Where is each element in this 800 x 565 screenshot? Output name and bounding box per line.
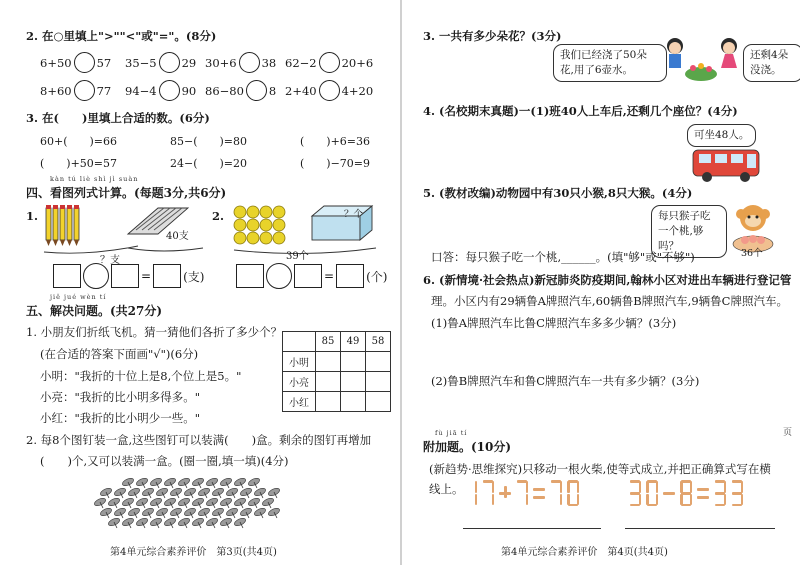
page-footer: 第4单元综合素养评价 第4页(共4页): [501, 547, 668, 558]
flowers-icon: [685, 63, 717, 81]
thumbtack-icon: [191, 497, 204, 508]
thumbtack-icon: [121, 477, 134, 488]
compare-item: [40, 80, 111, 101]
thumbtack-icon: [155, 487, 168, 498]
compare-right: 77: [96, 83, 112, 98]
answer-cell[interactable]: [366, 352, 391, 372]
answer-box[interactable]: [153, 264, 181, 288]
fill-3: ( )+6=36: [300, 135, 371, 148]
matchstick[interactable]: [680, 494, 683, 505]
thumbtack-icon: [93, 497, 106, 508]
fill-6: ( )−70=9: [300, 157, 371, 170]
fill-5: 24−( )=20: [170, 157, 248, 170]
compare-left: 62−2: [285, 55, 317, 70]
answer-cell[interactable]: [341, 372, 366, 392]
table-header: 49: [341, 332, 366, 352]
compare-left: 30+6: [205, 55, 237, 70]
thumbtack-icon: [149, 517, 162, 528]
compare-item: [205, 80, 276, 101]
coin-grid-icon: [234, 206, 285, 244]
compare-right: 4+20: [341, 83, 374, 98]
speech-bubble: 我们已经浇了50朵花,用了6壶水。: [553, 44, 667, 82]
thumbtack-icon: [149, 497, 162, 508]
compare-left: 35−5: [125, 55, 157, 70]
thumbtack-icon: [183, 507, 196, 518]
children-watering-illustration: [661, 36, 741, 84]
thumbtack-icon: [121, 497, 134, 508]
matchstick[interactable]: [741, 481, 744, 493]
matchstick[interactable]: [567, 494, 570, 505]
thumbtack-icon: [183, 487, 196, 498]
matchstick[interactable]: [526, 494, 529, 505]
matchstick[interactable]: [741, 494, 744, 505]
matchstick[interactable]: [680, 481, 683, 493]
compare-item: [285, 80, 373, 101]
thumbtack-icon: [253, 507, 266, 518]
row-label: 小明: [283, 352, 316, 372]
answer-cell[interactable]: [341, 392, 366, 412]
speech-bubble: 还剩4朵没浇。: [743, 44, 800, 82]
row-label: 小红: [283, 392, 316, 412]
thumbtack-icon: [191, 477, 204, 488]
matchstick[interactable]: [533, 488, 545, 491]
thumbtack-icon: [267, 487, 280, 498]
thumbtack-icon: [113, 507, 126, 518]
answer-cell[interactable]: [316, 352, 341, 372]
question-label: ？支: [100, 255, 120, 266]
thumbtack-icon: [127, 507, 140, 518]
matchstick[interactable]: [724, 481, 727, 493]
thumbtack-icon: [197, 487, 210, 498]
peach-count: 36个: [741, 248, 763, 259]
thumbtack-icon: [205, 497, 218, 508]
thumbtack-icon: [219, 477, 232, 488]
matchstick[interactable]: [475, 481, 478, 493]
table-header: 85: [316, 332, 341, 352]
thumbtack-icon: [219, 497, 232, 508]
thumbtack-icon: [99, 487, 112, 498]
guess-table: [282, 331, 391, 412]
compare-left: 6+50: [40, 55, 72, 70]
compare-left: 8+60: [40, 83, 72, 98]
thumbtack-icon: [211, 507, 224, 518]
q3-title: 3. 在( )里填上合适的数。(6分): [26, 111, 210, 125]
matchstick[interactable]: [656, 494, 659, 505]
thumbtack-icon: [247, 477, 260, 488]
matchstick[interactable]: [724, 494, 727, 505]
compare-left: 94−4: [125, 83, 157, 98]
thumbtack-icon: [205, 477, 218, 488]
matchstick[interactable]: [577, 481, 580, 493]
thumbtack-icon: [177, 477, 190, 488]
compare-circle[interactable]: [159, 52, 180, 73]
compare-right: 90: [181, 83, 197, 98]
compare-circle[interactable]: [74, 80, 95, 101]
speech-bubble: 每只猴子吃一个桃,够吗？: [651, 205, 727, 258]
operator-circle[interactable]: [83, 263, 109, 289]
label-40: 40支: [166, 231, 189, 242]
sec4-title: 四、看图列式计算。(每题3分,共6分): [26, 186, 227, 200]
thumbtack-icon: [267, 507, 280, 518]
thumbtack-icon: [205, 517, 218, 528]
matchstick[interactable]: [475, 494, 478, 505]
r-q3-title: 3. 一共有多少朵花？(3分): [423, 29, 562, 43]
thumbtack-icon: [219, 517, 232, 528]
matchstick[interactable]: [560, 481, 563, 493]
thumbtack-icon: [107, 497, 120, 508]
s5q2-line2: ( )个,又可以装满一盒。(圈一圈,填一填)(4分): [40, 454, 289, 468]
pencil-group-icon: [46, 205, 79, 246]
boy-icon: [667, 38, 683, 68]
compare-right: 8: [268, 83, 277, 98]
matchstick-equation-1: [465, 480, 595, 510]
r-q4-title: 4. (名校期末真题)一(1)班40人上车后,还剩几个座位？(4分): [423, 104, 738, 118]
compare-circle[interactable]: [319, 80, 340, 101]
box-label: ？个: [344, 209, 364, 220]
matchstick[interactable]: [639, 481, 642, 493]
fill-1: 60+( )=66: [40, 135, 118, 148]
thumbtack-icon: [107, 517, 120, 528]
matchstick[interactable]: [533, 496, 545, 499]
s5q1-title: 1. 小朋友们折纸飞机。猜一猜他们各折了多少个？: [26, 325, 283, 339]
p2-number: 2.: [212, 209, 225, 223]
thumbtack-icon: [127, 487, 140, 498]
matchstick[interactable]: [560, 494, 563, 505]
right-page: [405, 0, 800, 565]
xiaoliang-statement: 小亮："我折的比小明多得多。": [40, 390, 201, 404]
matchstick[interactable]: [567, 481, 570, 493]
compare-item: [125, 52, 196, 73]
thumbtack-icon: [247, 497, 260, 508]
sec5-pinyin: jiě jué wèn tí: [50, 293, 107, 301]
compare-left: 2+40: [285, 83, 317, 98]
thumbtack-icon: [233, 497, 246, 508]
r-q5-title: 5. (教材改编)动物园中有30只小猴,8只大猴。(4分): [423, 186, 693, 200]
thumbtack-icon: [135, 517, 148, 528]
compare-left: 86−80: [205, 83, 244, 98]
unit-label: (支): [183, 269, 205, 284]
answer-line[interactable]: [463, 528, 601, 529]
matchstick[interactable]: [663, 492, 675, 495]
thumbtack-icon: [113, 487, 126, 498]
thumbtack-icon: [149, 477, 162, 488]
page-divider: [400, 0, 402, 565]
thumbtack-icon: [141, 507, 154, 518]
label-39: 39个: [286, 251, 309, 262]
thumbtack-icon: [233, 517, 246, 528]
table-header: 58: [366, 332, 391, 352]
bus-icon: [691, 146, 763, 184]
matchstick[interactable]: [690, 481, 693, 493]
thumbtack-icon: [163, 517, 176, 528]
matchstick-equation-2: [629, 480, 769, 510]
thumbtack-icon: [135, 477, 148, 488]
answer-box[interactable]: [336, 264, 364, 288]
compare-circle[interactable]: [74, 52, 95, 73]
answer-box[interactable]: [53, 264, 81, 288]
thumbtack-icon: [239, 507, 252, 518]
table-row: [283, 392, 391, 412]
s5q1-hint: (在合适的答案下面画"√")(6分): [40, 347, 199, 361]
r-q6-sub1: (1)鲁A牌照汽车比鲁C牌照汽车多多少辆？(3分): [431, 316, 677, 330]
answer-box[interactable]: [236, 264, 264, 288]
thumbtack-icon: [191, 517, 204, 528]
unit-label: (个): [366, 269, 388, 284]
r-q5-answer: 口答：每只猴子吃一个桃,______。(填"够"或"不够"): [431, 250, 695, 264]
matchstick[interactable]: [526, 481, 529, 493]
compare-item: [285, 52, 373, 73]
thumbtack-icon: [225, 487, 238, 498]
xiaohong-statement: 小红："我折的比小明少一些。": [40, 411, 201, 425]
r-q6-title: 6. (新情境·社会热点)新冠肺炎防疫期间,翰林小区对进出车辆进行登记管: [423, 273, 792, 287]
thumbtacks-illustration: [92, 476, 292, 534]
equation-text: [629, 480, 634, 481]
equation-text: [465, 480, 470, 481]
compare-circle[interactable]: [246, 80, 267, 101]
compare-item: [125, 80, 196, 101]
thumbtack-icon: [169, 487, 182, 498]
matchstick[interactable]: [639, 494, 642, 505]
extra-line1: (新趋势·思维探究)只移动一根火柴,使等式成立,并把正确算式写在横: [429, 462, 771, 476]
thumbtack-icon: [197, 507, 210, 518]
sec5-title: 五、解决问题。(共27分): [26, 304, 163, 318]
compare-right: 57: [96, 55, 112, 70]
thumbtack-icon: [163, 477, 176, 488]
answer-box[interactable]: [111, 264, 139, 288]
answer-box[interactable]: [294, 264, 322, 288]
thumbtack-icon: [239, 487, 252, 498]
operator-circle[interactable]: [266, 263, 292, 289]
speech-bubble: 可坐48人。: [687, 124, 756, 147]
thumbtack-icon: [121, 517, 134, 528]
answer-cell[interactable]: [316, 392, 341, 412]
matchstick[interactable]: [646, 481, 649, 493]
answer-cell[interactable]: [366, 372, 391, 392]
matchstick[interactable]: [646, 494, 649, 505]
thumbtack-icon: [233, 477, 246, 488]
r-q6-sub2: (2)鲁B牌照汽车和鲁C牌照汽车一共有多少辆？(3分): [431, 374, 700, 388]
p1-number: 1.: [26, 209, 39, 223]
page-footer: 第4单元综合素养评价 第3页(共4页): [110, 547, 277, 558]
thumbtack-icon: [225, 507, 238, 518]
thumbtack-icon: [155, 507, 168, 518]
compare-item: [205, 52, 276, 73]
matchstick[interactable]: [577, 494, 580, 505]
thumbtack-icon: [141, 487, 154, 498]
compare-circle[interactable]: [239, 52, 260, 73]
answer-cell[interactable]: [366, 392, 391, 412]
xiaoming-statement: 小明："我折的十位上是8,个位上是5。": [40, 369, 242, 383]
thumbtack-icon: [135, 497, 148, 508]
margin-char: 页: [783, 428, 793, 438]
compare-right: 20+6: [341, 55, 374, 70]
compare-circle[interactable]: [319, 52, 340, 73]
matchstick[interactable]: [697, 488, 709, 491]
compare-circle[interactable]: [159, 80, 180, 101]
matchstick[interactable]: [656, 481, 659, 493]
answer-cell[interactable]: [341, 352, 366, 372]
answer-line[interactable]: [625, 528, 775, 529]
compare-item: [40, 52, 111, 73]
thumbtack-icon: [261, 497, 274, 508]
matchstick[interactable]: [690, 494, 693, 505]
row-label: 小亮: [283, 372, 316, 392]
equation-1: = (支): [53, 263, 204, 289]
extra-line2: 线上。: [429, 482, 464, 496]
answer-cell[interactable]: [316, 372, 341, 392]
compare-right: 38: [261, 55, 277, 70]
compare-right: 29: [181, 55, 197, 70]
matchstick[interactable]: [697, 496, 709, 499]
r-q6-line2: 理。小区内有29辆鲁A牌照汽车,60辆鲁B牌照汽车,9辆鲁C牌照汽车。: [431, 294, 788, 308]
matchstick[interactable]: [492, 481, 495, 493]
thumbtack-icon: [169, 507, 182, 518]
table-row: [283, 332, 391, 352]
table-row: [283, 352, 391, 372]
girl-icon: [721, 38, 737, 68]
matchstick[interactable]: [504, 486, 507, 498]
extra-pinyin: fù jiā tí: [435, 429, 468, 437]
thumbtack-icon: [163, 497, 176, 508]
thumbtack-icon: [253, 487, 266, 498]
sec4-pinyin: kàn tú liè shì jì suàn: [50, 175, 139, 183]
thumbtack-icon: [211, 487, 224, 498]
q2-title: 2. 在○里填上">""<"或"="。(8分): [26, 29, 217, 43]
s5q2-line1: 2. 每8个图钉装一盒,这些图钉可以装满( )盒。剩余的图钉再增加: [26, 433, 372, 447]
matchstick[interactable]: [492, 494, 495, 505]
thumbtack-icon: [177, 517, 190, 528]
thumbtack-icon: [177, 497, 190, 508]
extra-title: 附加题。(10分): [423, 440, 512, 454]
fill-2: 85−( )=80: [170, 135, 248, 148]
table-row: [283, 372, 391, 392]
thumbtack-icon: [99, 507, 112, 518]
fill-4: ( )+50=57: [40, 157, 118, 170]
equation-2: = (个): [236, 263, 387, 289]
